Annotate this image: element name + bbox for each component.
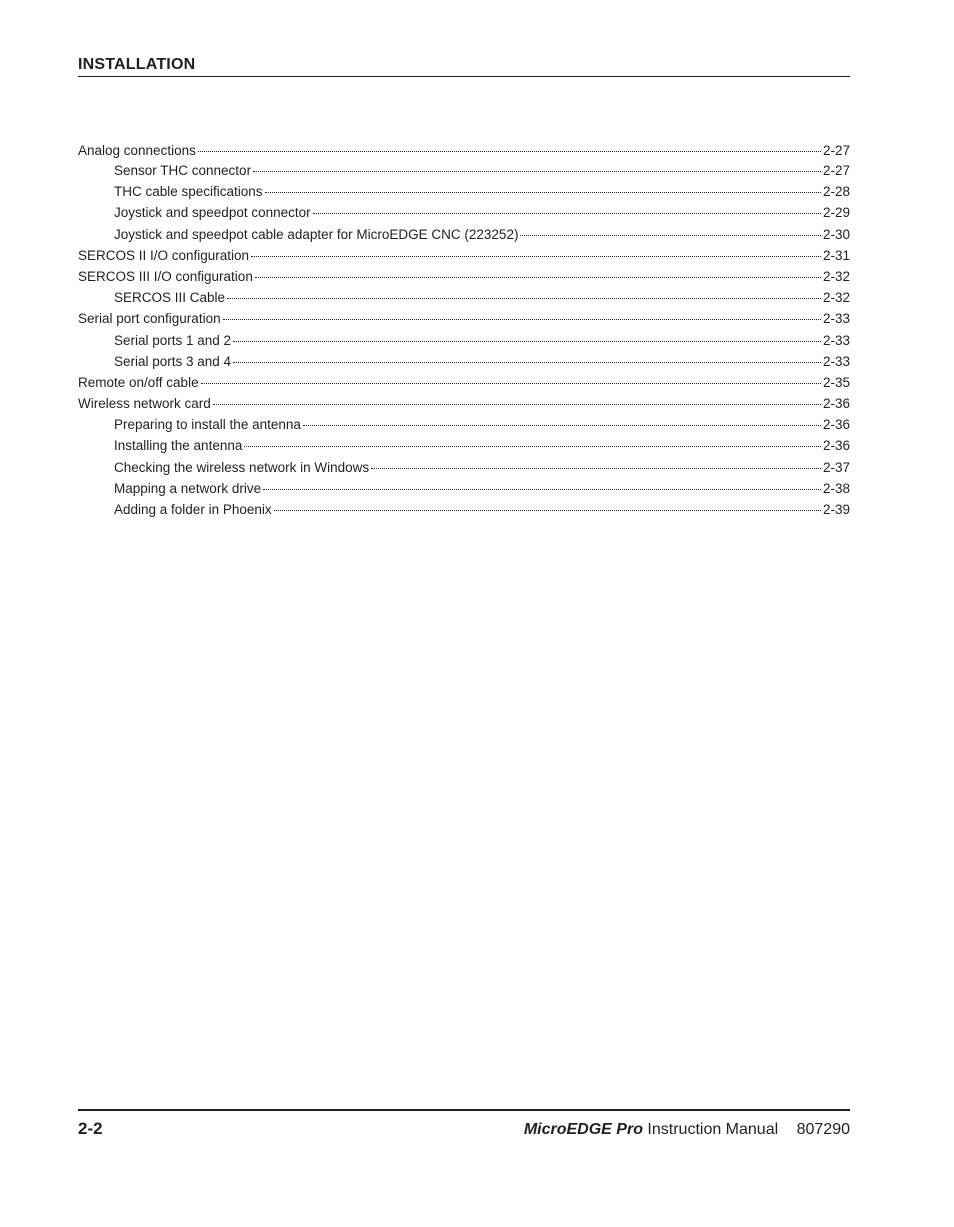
toc-entry[interactable] <box>78 202 850 223</box>
toc-entry[interactable] <box>78 224 850 245</box>
toc-entry-page: 2-39 <box>822 502 850 517</box>
dot-leader <box>233 362 821 363</box>
toc-entry[interactable] <box>78 457 850 478</box>
footer-manual-number: 807290 <box>796 1121 850 1138</box>
section-title: INSTALLATION <box>78 56 196 73</box>
toc-entry-title: Serial ports 1 and 2 <box>114 332 232 348</box>
toc-entry[interactable] <box>78 393 850 414</box>
toc-entry-page: 2-36 <box>822 396 850 412</box>
toc-entry-page: 2-30 <box>822 226 850 242</box>
dot-leader <box>313 213 821 214</box>
toc-entry-page: 2-27 <box>822 143 850 158</box>
footer-product-name: MicroEDGE Pro <box>523 1121 643 1138</box>
toc-entry-page: 2-32 <box>822 290 850 306</box>
dot-leader <box>253 171 821 172</box>
toc-entry-page: 2-33 <box>822 311 850 327</box>
toc-entry[interactable] <box>78 308 850 329</box>
toc-entry[interactable] <box>78 351 850 372</box>
toc-entry-page: 2-28 <box>822 184 850 200</box>
toc-entry-page: 2-33 <box>822 332 850 348</box>
toc-entry[interactable] <box>78 266 850 287</box>
footer-manual-title: Instruction Manual <box>647 1121 779 1138</box>
dot-leader <box>227 298 821 299</box>
toc-entry-title: Serial port configuration <box>78 311 221 327</box>
toc-entry-title: Joystick and speedpot cable adapter for MicroEDGE CNC (223252) <box>114 226 519 242</box>
toc-entry[interactable] <box>78 181 850 202</box>
toc-entry[interactable] <box>78 499 850 520</box>
dot-leader <box>251 256 821 257</box>
toc-entry-page: 2-36 <box>822 417 850 433</box>
toc-entry[interactable] <box>78 245 850 266</box>
toc-entry-title: SERCOS III Cable <box>114 290 226 306</box>
toc-entry-page: 2-35 <box>822 374 850 390</box>
toc-entry[interactable] <box>78 372 850 393</box>
dot-leader <box>233 341 821 342</box>
toc-entry-page: 2-37 <box>822 459 850 475</box>
toc-entry-title: Installing the antenna <box>114 438 243 454</box>
page-header <box>78 56 850 77</box>
table-of-contents <box>78 142 850 520</box>
dot-leader <box>263 489 821 490</box>
page-footer <box>78 1109 850 1139</box>
toc-entry-title: Joystick and speedpot connector <box>114 205 311 221</box>
toc-entry-title: Checking the wireless network in Windows <box>114 459 370 475</box>
dot-leader <box>265 192 821 193</box>
toc-entry[interactable] <box>78 142 850 160</box>
dot-leader <box>274 510 821 511</box>
toc-entry-title: Analog connections <box>78 143 196 158</box>
dot-leader <box>198 151 821 152</box>
toc-entry-title: Remote on/off cable <box>78 374 199 390</box>
toc-entry-title: SERCOS II I/O configuration <box>78 247 250 263</box>
toc-entry-title: SERCOS III I/O configuration <box>78 268 253 284</box>
toc-entry[interactable] <box>78 414 850 435</box>
dot-leader <box>213 404 821 405</box>
toc-entry-title: Adding a folder in Phoenix <box>114 502 272 517</box>
toc-entry-title: Serial ports 3 and 4 <box>114 353 232 369</box>
toc-entry-page: 2-33 <box>822 353 850 369</box>
dot-leader <box>371 468 821 469</box>
toc-entry-title: Preparing to install the antenna <box>114 417 301 433</box>
footer-manual-info <box>524 1121 850 1139</box>
toc-entry-title: Mapping a network drive <box>114 480 262 496</box>
toc-entry-title: THC cable specifications <box>114 184 263 200</box>
toc-entry[interactable] <box>78 287 850 308</box>
toc-entry-page: 2-38 <box>822 480 850 496</box>
dot-leader <box>244 446 821 447</box>
toc-entry-page: 2-32 <box>822 268 850 284</box>
dot-leader <box>255 277 821 278</box>
toc-entry-title: Sensor THC connector <box>114 163 252 178</box>
dot-leader <box>201 383 821 384</box>
dot-leader <box>223 319 821 320</box>
dot-leader <box>520 235 821 236</box>
toc-entry[interactable] <box>78 478 850 499</box>
toc-entry-title: Wireless network card <box>78 396 211 412</box>
footer-page-number: 2-2 <box>78 1119 103 1138</box>
toc-entry-page: 2-29 <box>822 205 850 221</box>
toc-entry[interactable] <box>78 435 850 456</box>
toc-entry[interactable] <box>78 160 850 181</box>
toc-entry-page: 2-36 <box>822 438 850 454</box>
toc-entry[interactable] <box>78 330 850 351</box>
toc-entry-page: 2-31 <box>822 247 850 263</box>
toc-entry-page: 2-27 <box>822 163 850 178</box>
dot-leader <box>303 425 821 426</box>
